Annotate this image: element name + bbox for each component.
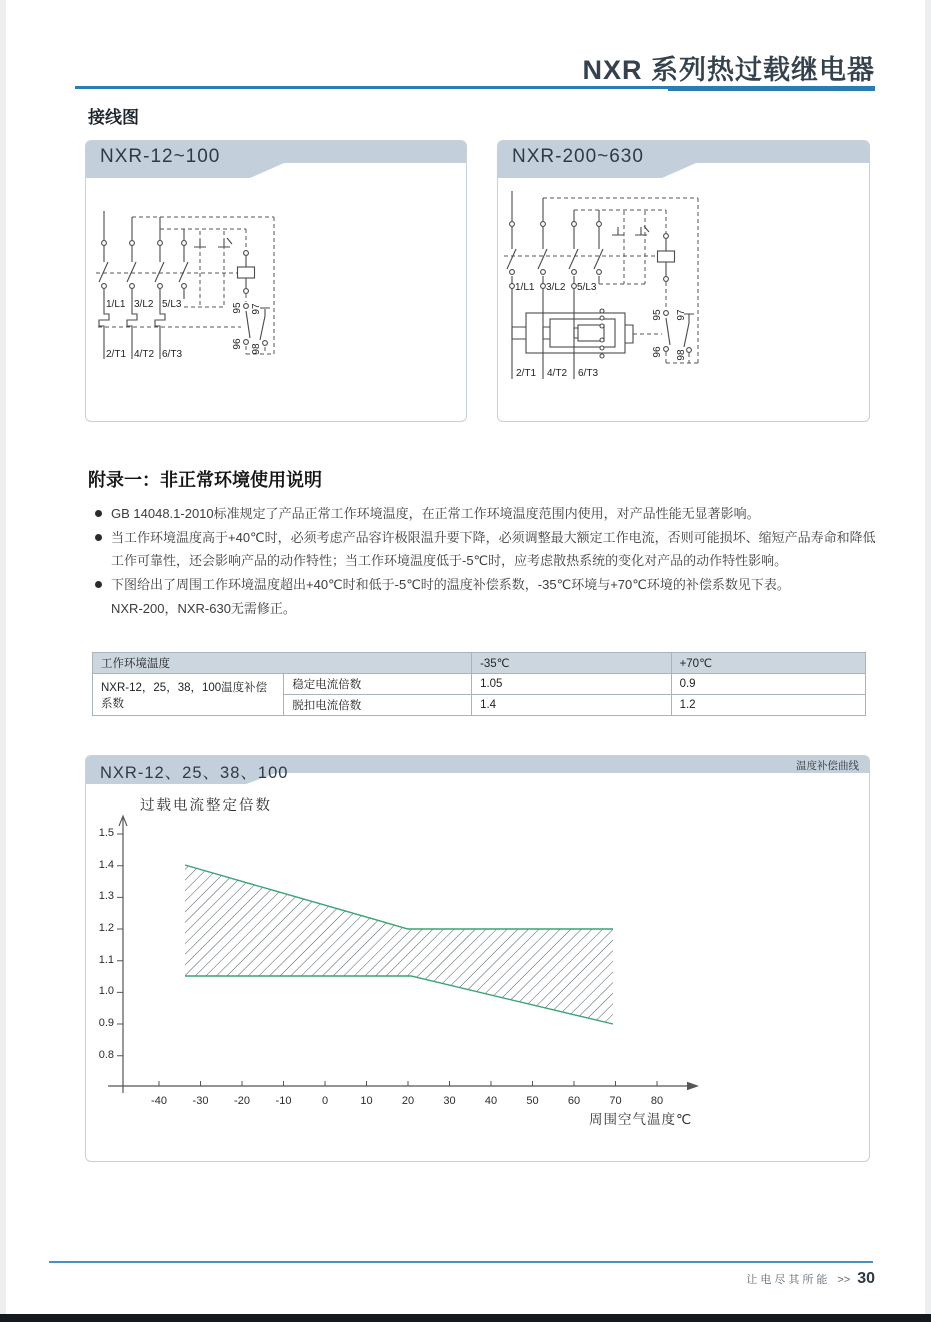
terminal-label-3L2: 3/L2 bbox=[546, 282, 566, 293]
footer bbox=[746, 1270, 875, 1288]
bullet-icon bbox=[95, 581, 102, 588]
contact-label-97: 97 bbox=[251, 303, 262, 315]
x-axis-arrow-icon bbox=[687, 1082, 699, 1090]
x-tick-label: 70 bbox=[609, 1095, 622, 1107]
panel-title: NXR-12~100 bbox=[100, 146, 221, 167]
table-value: 1.4 bbox=[472, 695, 672, 716]
contact-label-95: 95 bbox=[652, 309, 663, 321]
table-group-label: NXR-12，25，38，100温度补偿系数 bbox=[93, 674, 284, 716]
x-tick-label: 60 bbox=[567, 1095, 581, 1107]
contact-label-98: 98 bbox=[676, 349, 687, 361]
y-axis-title: 过载电流整定倍数 bbox=[140, 798, 272, 814]
bullet-item bbox=[95, 526, 877, 573]
contact-label-95: 95 bbox=[232, 302, 243, 314]
bullet-icon bbox=[95, 510, 102, 517]
page-title: NXR 系列热过载继电器 bbox=[582, 55, 875, 85]
bottom-bar bbox=[0, 1314, 931, 1322]
terminal-label-6T3: 6/T3 bbox=[162, 349, 183, 360]
section-title-wiring: 接线图 bbox=[88, 108, 139, 127]
x-tick-label: 20 bbox=[401, 1095, 415, 1107]
terminal-label-2T1: 2/T1 bbox=[106, 349, 127, 360]
panel-title: NXR-200~630 bbox=[512, 146, 644, 167]
wiring-diagram-1 bbox=[86, 141, 466, 421]
y-tick-label: 1.5 bbox=[98, 827, 114, 839]
y-tick-label: 1.3 bbox=[98, 890, 114, 902]
chart-corner-note: 温度补偿曲线 bbox=[796, 760, 859, 772]
table-value: 1.2 bbox=[671, 695, 865, 716]
page-edge-left bbox=[0, 0, 6, 1314]
chart-panel-title: NXR-12、25、38、100 bbox=[100, 764, 289, 782]
terminal-label-1L1: 1/L1 bbox=[106, 299, 126, 310]
y-tick-label: 0.9 bbox=[98, 1017, 114, 1029]
x-tick-label: 10 bbox=[360, 1095, 373, 1107]
compensation-band bbox=[185, 865, 613, 1024]
header-rule-step bbox=[668, 88, 875, 91]
x-tick-label: 80 bbox=[650, 1095, 664, 1107]
y-tick-label: 0.8 bbox=[98, 1049, 114, 1061]
bullet-text: GB 14048.1-2010标准规定了产品正常工作环境温度，在正常工作环境温度范围内使用，对产品性能无显著影响。 bbox=[111, 506, 760, 521]
terminal-label-5L3: 5/L3 bbox=[162, 299, 182, 310]
y-tick-label: 1.2 bbox=[98, 922, 114, 934]
footer-page-number: 30 bbox=[857, 1270, 875, 1287]
compensation-table bbox=[92, 652, 866, 716]
table-corner-header: 工作环境温度 bbox=[93, 653, 472, 674]
table-row-label: 脱扣电流倍数 bbox=[284, 695, 472, 716]
x-tick-label: -40 bbox=[151, 1095, 167, 1107]
x-tick-label: 0 bbox=[321, 1095, 329, 1107]
x-tick-label: 50 bbox=[526, 1095, 539, 1107]
x-tick-label: -10 bbox=[275, 1095, 292, 1107]
footer-rule bbox=[49, 1261, 873, 1263]
terminal-label-5L3: 5/L3 bbox=[577, 282, 597, 293]
table-row-label: 稳定电流倍数 bbox=[284, 674, 472, 695]
appendix-title: 附录一：非正常环境使用说明 bbox=[88, 470, 322, 490]
table-col-minus35: -35℃ bbox=[472, 653, 672, 674]
bullet-item bbox=[95, 502, 877, 526]
bullet-continuation: NXR-200，NXR-630无需修正。 bbox=[111, 600, 296, 616]
terminal-label-1L1: 1/L1 bbox=[515, 282, 535, 293]
terminal-label-4T2: 4/T2 bbox=[134, 349, 155, 360]
wiring-panel-nxr200-630 bbox=[497, 140, 870, 422]
appendix-bullet-list bbox=[95, 502, 877, 620]
x-tick-label: -30 bbox=[192, 1095, 209, 1107]
x-tick-label: 40 bbox=[484, 1095, 498, 1107]
contact-label-96: 96 bbox=[652, 346, 663, 358]
y-tick-label: 1.1 bbox=[98, 954, 114, 966]
bullet-icon bbox=[95, 534, 102, 541]
terminal-label-3L2: 3/L2 bbox=[134, 299, 154, 310]
bullet-text: 当工作环境温度高于+40℃时，必须考虑产品容许极限温升要下降，必须调整最大额定工作电流，否则可能损坏、缩短产品寿命和降低工作可靠性，还会影响产品的动作特性；当工作环境温度低于-5℃时，应考虑散热系统的变化对产品的动作特性影响。 bbox=[111, 529, 876, 569]
table-header-row bbox=[93, 653, 866, 674]
footer-slogan: 让电尽其所能 bbox=[746, 1274, 831, 1286]
x-axis-title: 周围空气温度℃ bbox=[589, 1112, 693, 1127]
terminal-label-2T1: 2/T1 bbox=[516, 368, 537, 379]
table-row bbox=[93, 674, 866, 695]
terminal-label-4T2: 4/T2 bbox=[547, 368, 568, 379]
contact-label-96: 96 bbox=[232, 338, 243, 350]
x-tick-label: -20 bbox=[234, 1095, 250, 1107]
terminal-label-6T3: 6/T3 bbox=[578, 368, 599, 379]
page-edge-right bbox=[925, 0, 931, 1314]
bullet-text: 下图给出了周围工作环境温度超出+40℃时和低于-5℃时的温度补偿系数，-35℃环境与+70℃环境的补偿系数见下表。 bbox=[111, 576, 790, 592]
y-tick-label: 1.4 bbox=[98, 859, 114, 871]
footer-separator: >> bbox=[837, 1274, 851, 1286]
y-tick-label: 1.0 bbox=[98, 985, 114, 997]
bullet-item bbox=[95, 573, 877, 597]
x-ticks bbox=[159, 1081, 657, 1086]
table-value: 1.05 bbox=[472, 674, 672, 695]
wiring-panel-nxr12-100 bbox=[85, 140, 467, 422]
contact-label-98: 98 bbox=[251, 343, 262, 355]
table-col-plus70: +70℃ bbox=[671, 653, 865, 674]
table-value: 0.9 bbox=[671, 674, 865, 695]
wiring-diagram-2 bbox=[498, 141, 869, 421]
contact-label-97: 97 bbox=[676, 309, 687, 321]
y-ticks bbox=[117, 834, 123, 1056]
x-tick-label: 30 bbox=[443, 1095, 456, 1107]
chart-panel bbox=[85, 755, 870, 1162]
